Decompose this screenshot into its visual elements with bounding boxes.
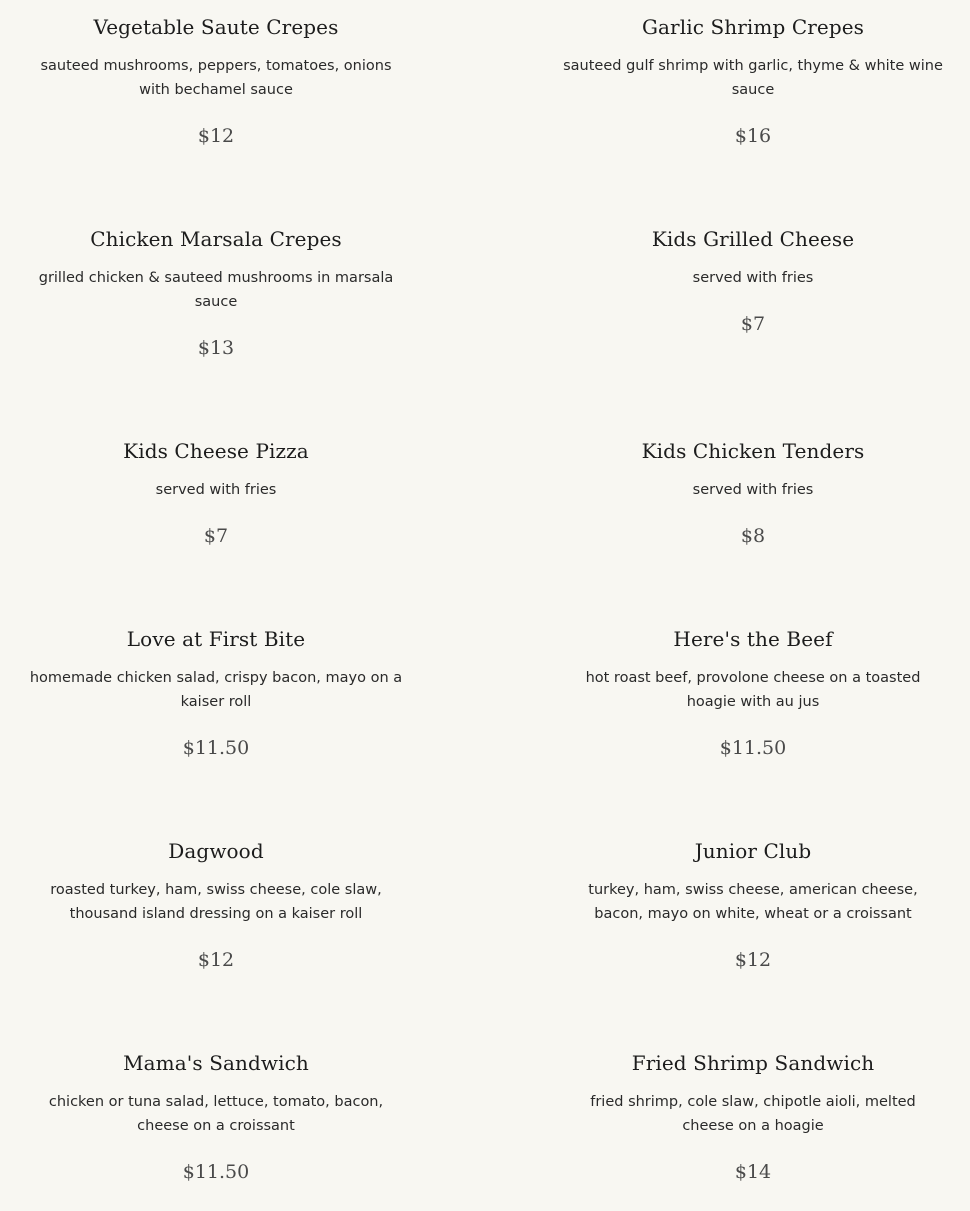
menu-item-description: turkey, ham, swiss cheese, american cheese, bacon, mayo on white, wheat or a croissant — [588, 882, 918, 922]
menu-item — [21, 1050, 411, 1185]
menu-item — [21, 226, 411, 361]
menu-item-name: Chicken Marsala Crepes — [90, 227, 342, 251]
menu-item-name: Mama's Sandwich — [123, 1051, 309, 1075]
menu-item-name: Here's the Beef — [673, 627, 833, 651]
menu-item-price: $7 — [740, 313, 766, 335]
menu-item — [558, 14, 948, 149]
menu-item-description: chicken or tuna salad, lettuce, tomato, bacon, cheese on a croissant — [48, 1094, 384, 1134]
menu-item-name: Garlic Shrimp Crepes — [641, 15, 865, 39]
menu-item-name: Kids Grilled Cheese — [651, 227, 855, 251]
menu-item-name: Vegetable Saute Crepes — [93, 15, 339, 39]
menu-item-price: $13 — [197, 337, 235, 359]
menu-item-price: $7 — [203, 525, 229, 547]
menu-item-price: $11.50 — [182, 1161, 250, 1183]
menu-item-name: Kids Cheese Pizza — [123, 439, 309, 463]
menu-item — [558, 438, 948, 549]
menu-item — [21, 626, 411, 761]
menu-item — [558, 226, 948, 337]
menu-item-description: homemade chicken salad, crispy bacon, mayo on a kaiser roll — [29, 670, 403, 710]
menu-item-description: served with fries — [155, 482, 277, 498]
menu-item — [558, 626, 948, 761]
menu-item-price: $11.50 — [719, 737, 787, 759]
menu-item-price: $14 — [734, 1161, 772, 1183]
menu-item-description: fried shrimp, cole slaw, chipotle aioli, melted cheese on a hoagie — [590, 1094, 916, 1134]
menu-item — [21, 438, 411, 549]
menu-item-description: hot roast beef, provolone cheese on a toasted hoagie with au jus — [585, 670, 921, 710]
menu-item-name: Fried Shrimp Sandwich — [631, 1051, 875, 1075]
menu-item-name: Kids Chicken Tenders — [641, 439, 865, 463]
menu-item-description: served with fries — [692, 270, 814, 286]
menu-item — [558, 838, 948, 973]
menu-item-price: $12 — [197, 125, 235, 147]
menu-item-name: Junior Club — [694, 839, 812, 863]
menu-item-price: $16 — [734, 125, 772, 147]
menu-item-description: served with fries — [692, 482, 814, 498]
menu-item-price: $11.50 — [182, 737, 250, 759]
menu-item-name: Dagwood — [168, 839, 264, 863]
menu-item — [21, 14, 411, 149]
menu-item-name: Love at First Bite — [126, 627, 306, 651]
menu-item — [21, 838, 411, 973]
menu-item-description: sauteed mushrooms, peppers, tomatoes, onions with bechamel sauce — [40, 58, 392, 98]
menu-item-price: $8 — [740, 525, 766, 547]
menu-item-description: roasted turkey, ham, swiss cheese, cole slaw, thousand island dressing on a kaiser roll — [50, 882, 382, 922]
menu-item-price: $12 — [734, 949, 772, 971]
menu-item — [558, 1050, 948, 1185]
menu-item-description: grilled chicken & sauteed mushrooms in marsala sauce — [38, 270, 394, 310]
menu-item-description: sauteed gulf shrimp with garlic, thyme & white wine sauce — [563, 58, 943, 98]
menu-item-price: $12 — [197, 949, 235, 971]
